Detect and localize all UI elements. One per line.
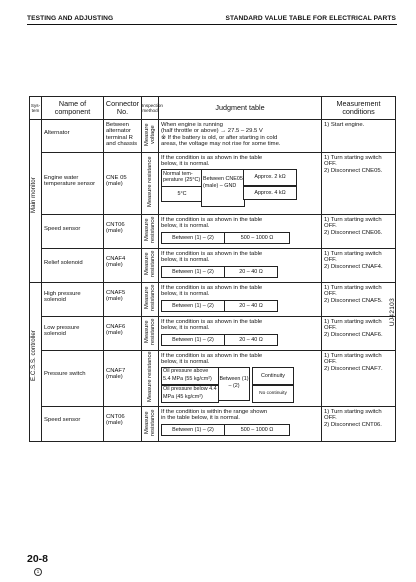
connector-no: CNT06 (male) [106,222,125,235]
resistance-value: 20 – 40 Ω [224,266,278,278]
condition-line: 1) Turn starting switch OFF. [324,285,382,298]
standard-value-table [29,96,396,442]
inspection-method: Measure resistance [143,409,156,436]
revision-mark: 1 [34,568,42,576]
component-name: Relief solenoid [44,260,83,266]
judgment-line: below, it is normal. [161,257,210,264]
judgment-line: If the condition is within the range shown [161,409,268,415]
group-label-main-monitor: Main monitor [30,177,37,213]
condition-line: 1) Turn starting switch OFF. [324,251,382,264]
condition-line: 2) Disconnect CNE06. [324,229,383,236]
condition-line: 2) Disconnect CNAF4. [324,263,383,270]
table-row [30,351,396,407]
judgment-line: If the condition is as shown in the table [161,217,263,223]
group-label-ecss-controller: E.C.S.S. controller [30,330,37,382]
table-row [30,407,396,442]
between-terminals: Between (1) – (2) [161,232,225,244]
between-terminals: Between (1) – (2) [161,424,225,436]
component-name: Engine water temperature sensor [44,175,96,188]
connector-no: CNE 05 (male) [106,175,127,188]
connector-no: CNAF6 (male) [106,324,126,337]
judgment-line: If the condition is as shown in the table [161,353,263,359]
condition-line: 1) Start engine. [324,122,365,128]
condition-line: 2) Disconnect CNAF6. [324,331,383,338]
judgment-line: areas, the voltage may not rise for some time. [161,141,281,148]
judgment-line: below, it is normal. [161,223,210,230]
oil-pressure-below: Oil pressure below 4.4 MPa (45 kg/cm²) [161,385,219,403]
judgment-line: below, it is normal. [161,359,210,366]
component-name: Speed sensor [44,226,81,232]
oil-pressure-above: Oil pressure above 5.4 MPa (55 kg/cm²) [161,367,219,385]
continuity-result: Continuity [252,367,294,385]
condition-line: 2) Disconnect CNAF5. [324,297,383,304]
page-number: 20-8 [27,553,49,565]
component-name: Alternator [44,130,70,136]
inspection-method: Measure resistance [146,351,153,403]
connector-no: CNAF4 (male) [106,256,126,269]
cold-temperature-label: 5°C [161,186,203,202]
inspection-method: Measure voltage [143,123,156,147]
judgment-line: below, it is normal. [161,291,210,298]
no-continuity-result: No continuity [252,385,294,403]
table-row [30,283,396,317]
condition-line: 1) Turn starting switch OFF. [324,155,382,168]
table-row [30,120,396,153]
between-terminals: Between (1) – (2) [218,367,250,401]
component-name: High pressure solenoid [44,291,81,304]
component-name: Pressure switch [44,371,86,377]
condition-line: 2) Disconnect CNE05. [324,167,383,174]
condition-line: 1) Turn starting switch OFF. [324,217,382,230]
connector-no: CNT06 (male) [106,414,125,427]
col-system: Sys-tem [30,97,42,120]
resistance-cold: Approx. 4 kΩ [243,186,297,200]
header-rule [27,24,397,25]
col-method: Inspection method [142,97,159,120]
table-row [30,249,396,283]
condition-line: 2) Disconnect CNT06. [324,421,382,428]
judgment-line: When engine is running [161,122,223,128]
inspection-method: Measure resistance [143,284,156,312]
inspection-method: Measure resistance [143,250,156,278]
between-terminals: Between (1) – (2) [161,334,225,346]
resistance-value: 500 – 1000 Ω [224,232,290,244]
judgment-line: If the condition is as shown in the table [161,155,263,161]
between-terminals: Between CNE05 (male) – GND [201,169,245,207]
judgment-line: If the condition is as shown in the table [161,251,263,257]
judgment-line: ※ If the battery is old, or after starting in cold [161,134,278,141]
col-connector: Connector No. [104,97,142,120]
judgment-line: (half throttle or above) → 27.5 – 29.5 V [161,128,263,135]
col-judgment: Judgment table [159,97,322,120]
table-row [30,153,396,215]
condition-line: 1) Turn starting switch OFF. [324,409,382,422]
header-left-title: TESTING AND ADJUSTING [27,15,114,22]
inspection-method: Measure resistance [146,156,153,208]
condition-line: 2) Disconnect CNAF7. [324,365,383,372]
connector-no: CNAF5 (male) [106,290,126,303]
judgment-line: below, it is normal. [161,161,210,168]
judgment-line: If the condition is as shown in the table [161,319,263,325]
component-name: Speed sensor [44,417,81,423]
judgment-line: If the condition is as shown in the table [161,285,263,291]
condition-line: 1) Turn starting switch OFF. [324,353,382,366]
condition-line: 1) Turn starting switch OFF. [324,319,382,332]
judgment-line: in the table below, it is normal. [161,415,240,422]
header-right-title: STANDARD VALUE TABLE FOR ELECTRICAL PARTS [225,15,396,22]
between-terminals: Between (1) – (2) [161,266,225,278]
resistance-value: 500 – 1000 Ω [224,424,290,436]
normal-temperature-label: Normal tem-perature (25°C) [161,169,203,188]
connector-no: CNAF7 (male) [106,368,126,381]
component-name: Low pressure solenoid [44,325,80,338]
inspection-method: Measure resistance [143,318,156,346]
connector-no: Between alternator terminal R and chassis [106,122,138,148]
col-name: Name of component [42,97,104,120]
col-conditions: Measurement conditions [322,97,396,120]
between-terminals: Between (1) – (2) [161,300,225,312]
resistance-value: 20 – 40 Ω [224,334,278,346]
inspection-method: Measure resistance [143,216,156,244]
document-code: UJ42103 [389,298,396,327]
table-row [30,215,396,249]
resistance-value: 20 – 40 Ω [224,300,278,312]
resistance-normal: Approx. 2 kΩ [243,169,297,186]
table-row [30,317,396,351]
table-header-row [30,97,396,120]
judgment-line: below, it is normal. [161,325,210,332]
